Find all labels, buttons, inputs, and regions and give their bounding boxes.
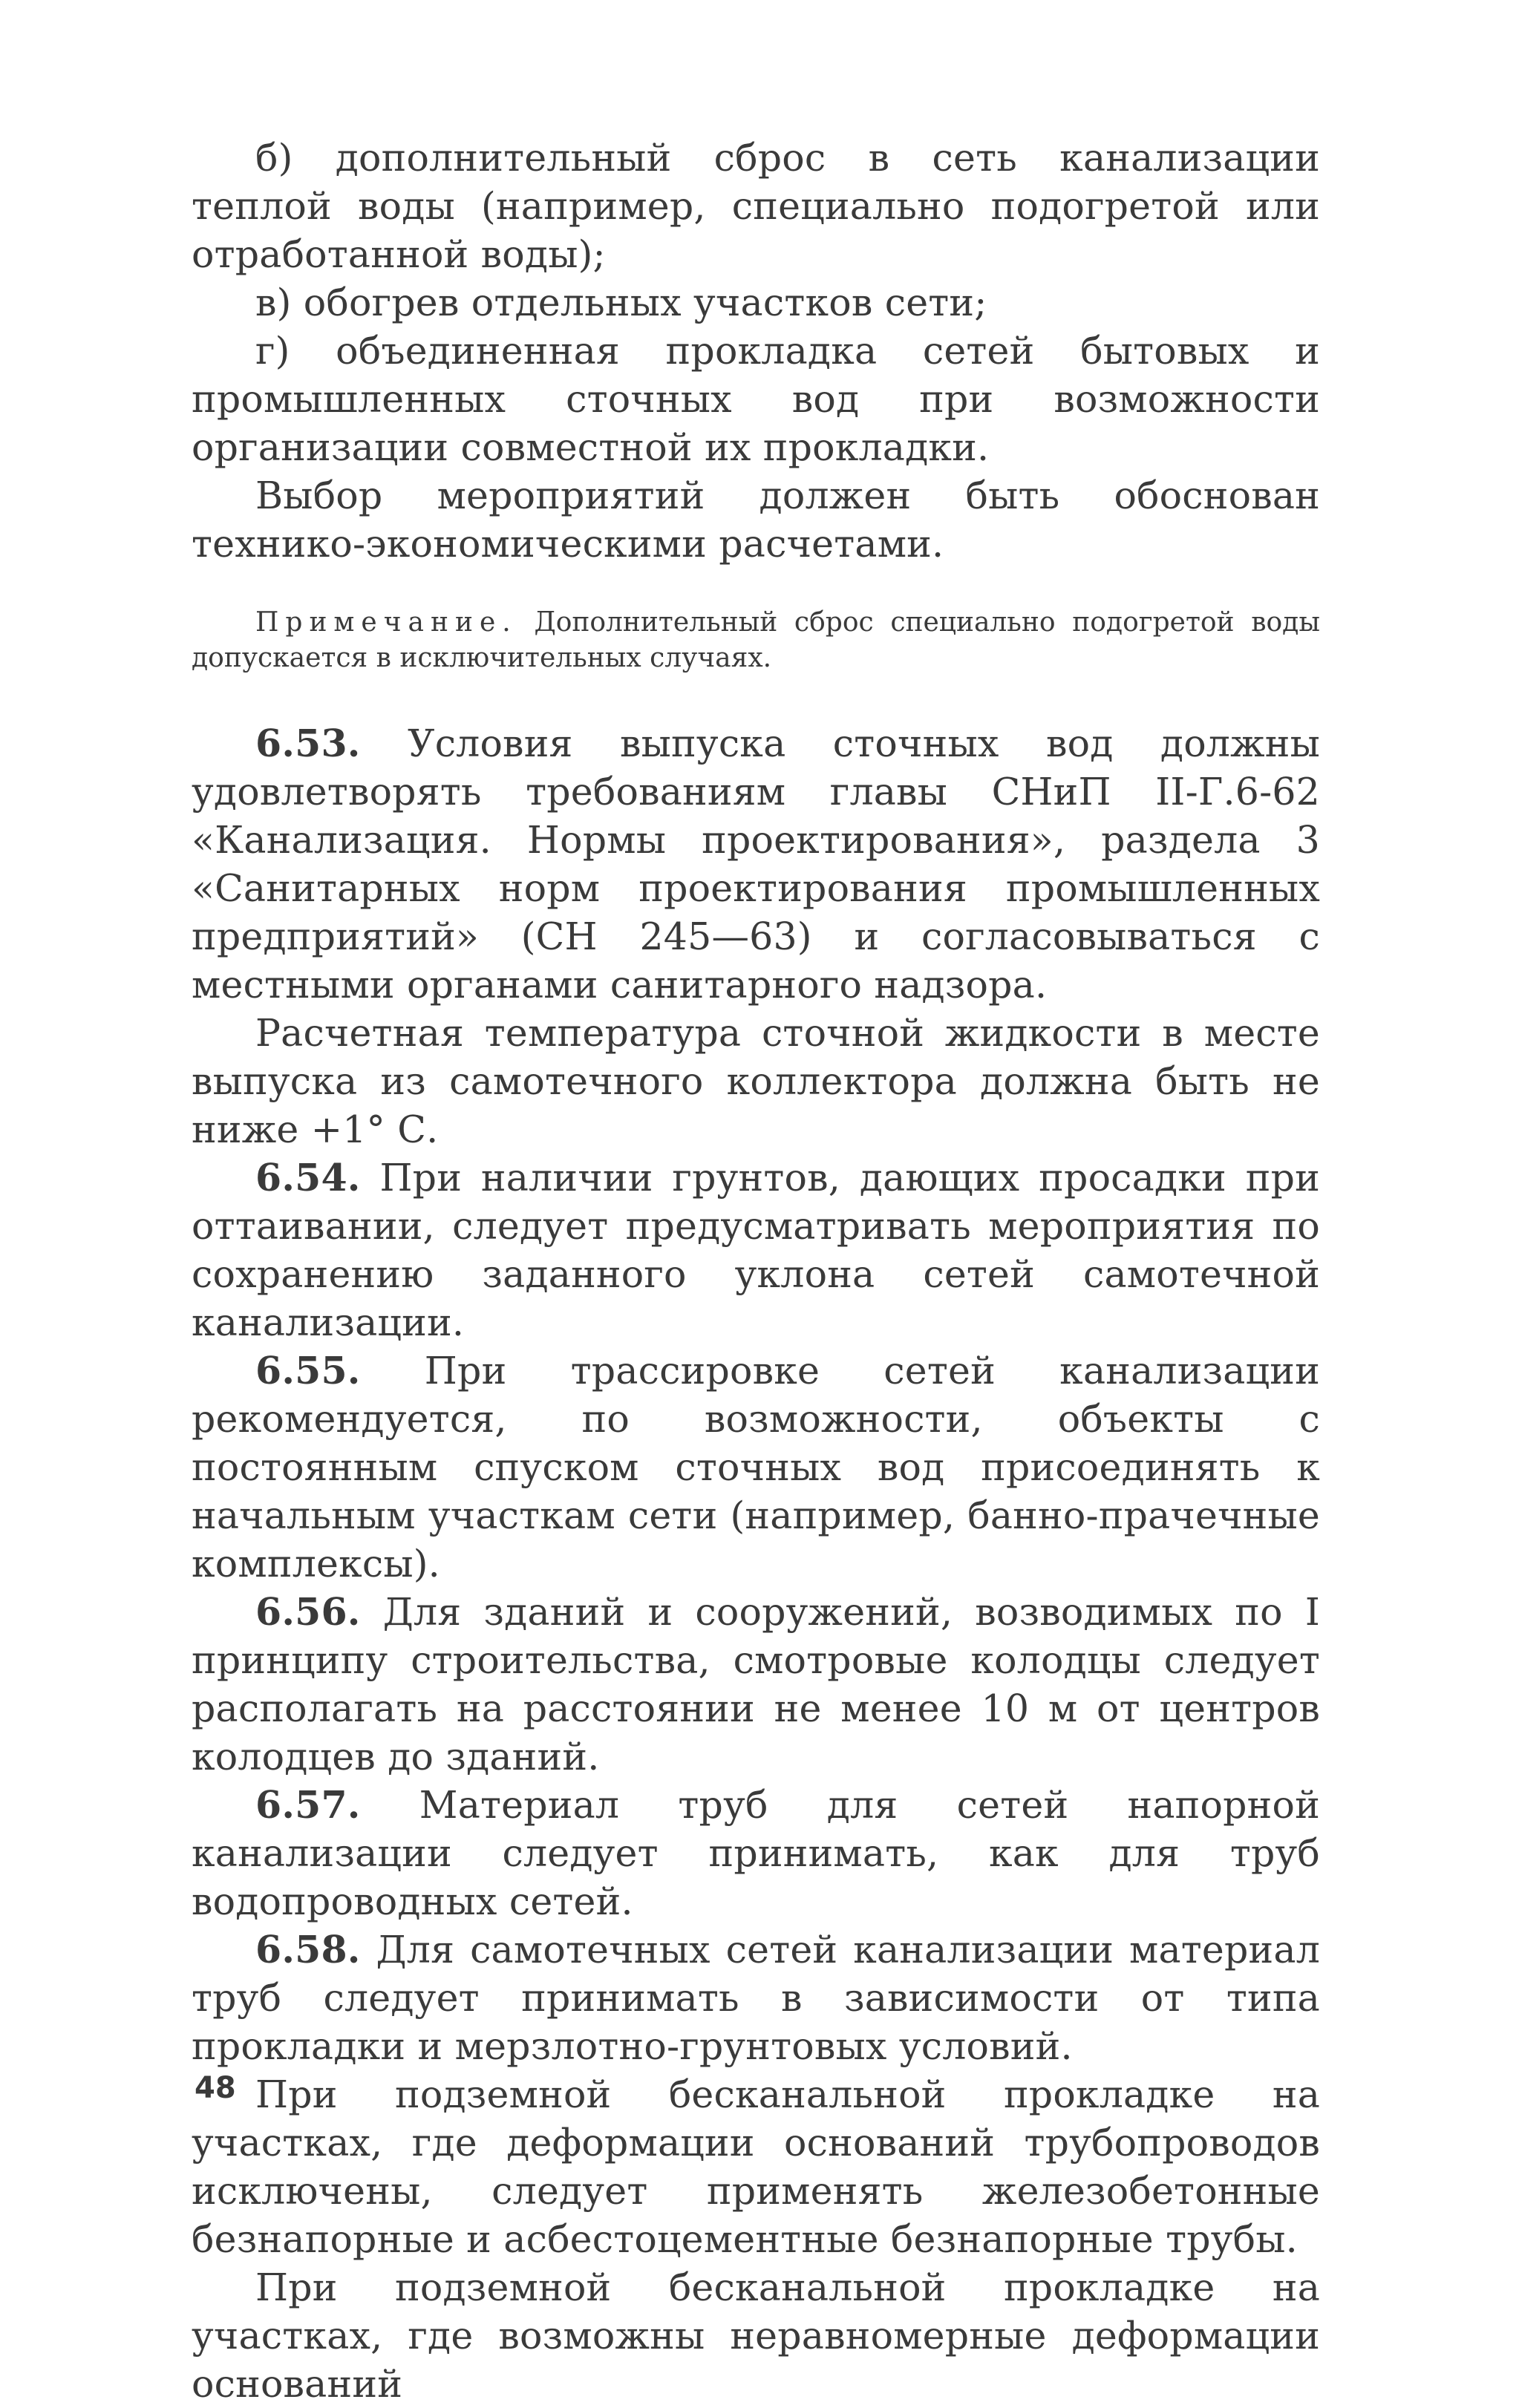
section-text: Условия выпуска сточных вод должны удовлетворять требованиям главы СНиП II-Г.6-62 «Канализация. Нормы проектирования», раздела 3 «Санитарных норм проектирования промышленных предприятий» (СН 245—63) и согласовываться с местными органами санитарного надзора. — [192, 722, 1320, 1007]
section-6-54 — [192, 1154, 1320, 1347]
section-text: Для зданий и сооружений, возводимых по I принципу строительства, смотровые колодцы следует располагать на расстоянии не менее 10 м от центров колодцев до зданий. — [192, 1590, 1320, 1779]
section-number: 6.53. — [255, 722, 361, 765]
paragraph-item-v: в) обогрев отдельных участков сети; — [255, 281, 987, 324]
section-text: Материал труб для сетей напорной канализации следует принимать, как для труб водопроводных сетей. — [192, 1783, 1320, 1923]
section-6-56 — [192, 1588, 1320, 1781]
section-text: При трассировке сетей канализации рекомендуется, по возможности, объекты с постоянным спуском сточных вод присоединять к начальным участкам сети (например, банно-прачечные комплексы). — [192, 1349, 1320, 1586]
note-text: Дополнительный сброс специально подогретой воды допускается в исключительных случаях. — [192, 607, 1320, 673]
section-6-58-uneven-deformation: При подземной бесканальной прокладке на участках, где возможны неравномерные деформации оснований — [192, 2265, 1320, 2406]
section-6-58 — [192, 1926, 1320, 2070]
section-6-55 — [192, 1347, 1320, 1588]
note-label: Примечание. — [255, 607, 517, 638]
section-6-58-no-deformation: При подземной бесканальной прокладке на участках, где деформации оснований трубопроводов исключены, следует применять железобетонные безнапорные и асбестоцементные безнапорные трубы. — [192, 2072, 1320, 2261]
paragraph-item-b: б) дополнительный сброс в сеть канализации теплой воды (например, специально подогретой или отработанной воды); — [192, 136, 1320, 276]
section-text: Для самотечных сетей канализации материал труб следует принимать в зависимости от типа прокладки и мерзлотно-грунтовых условий. — [192, 1928, 1320, 2068]
paragraph-item-g: г) объединенная прокладка сетей бытовых и промышленных сточных вод при возможности организации совместной их прокладки. — [192, 329, 1320, 469]
section-6-53 — [192, 719, 1320, 1009]
section-number: 6.56. — [255, 1590, 361, 1634]
page-number: 48 — [195, 2071, 236, 2105]
document-page — [192, 134, 1320, 2408]
paragraph-measures-choice: Выбор мероприятий должен быть обоснован технико-экономическими расчетами. — [192, 474, 1320, 566]
section-number: 6.55. — [255, 1349, 361, 1393]
note — [192, 605, 1320, 676]
section-number: 6.57. — [255, 1783, 361, 1827]
section-6-57 — [192, 1781, 1320, 1926]
section-number: 6.58. — [255, 1928, 361, 1972]
section-6-53-temperature: Расчетная температура сточной жидкости в месте выпуска из самотечного коллектора должна быть не ниже +1° С. — [192, 1011, 1320, 1151]
section-text: При наличии грунтов, дающих просадки при оттаивании, следует предусматривать мероприятия по сохранению заданного уклона сетей самотечной канализации. — [192, 1156, 1320, 1344]
section-number: 6.54. — [255, 1156, 361, 1200]
